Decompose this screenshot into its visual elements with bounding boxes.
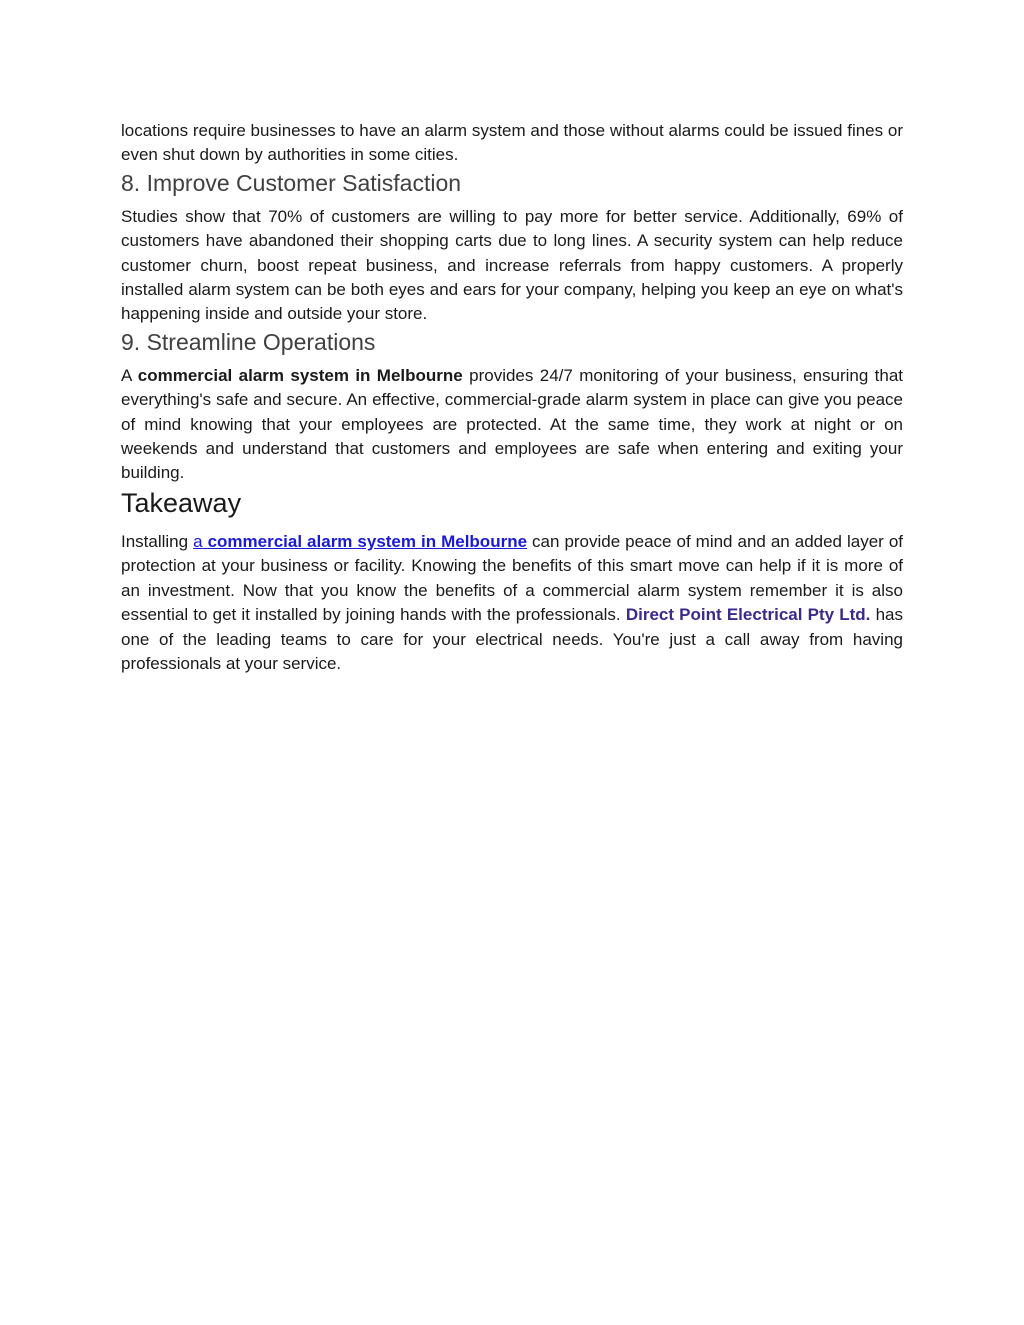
commercial-alarm-link[interactable] (193, 532, 527, 551)
section-8-heading: 8. Improve Customer Satisfaction (121, 169, 462, 196)
section-9-bold-phrase: commercial alarm system in Melbourne (137, 365, 463, 385)
intro-paragraph: locations require businesses to have an alarm system and those without alarms could be issued fines or even shut down by authorities in some cities. (121, 121, 903, 165)
section-8-paragraph: Studies show that 70% of customers are willing to pay more for better service. Additionally, 69% of customers have abandoned their shopping carts due to long lines. A security system can help reduce customer churn, boost repeat business, and increase referrals from happy customers. A properly installed alarm system can be both eyes and ears for your company, helping you keep an eye on what's happening inside and outside your store. (121, 206, 903, 324)
takeaway-lead: Installing (121, 531, 189, 551)
link-prefix: a (193, 531, 203, 551)
document-page (121, 119, 903, 676)
section-9-rest: provides 24/7 monitoring of your business, ensuring that everything's safe and secure. An effective, commercial-grade alarm system in place can give you peace of mind knowing that your employees are protected. At the same time, they work at night or on weekends and understand that customers and employees are safe when entering and exiting your building. (121, 365, 904, 483)
section-9-heading: 9. Streamline Operations (121, 328, 376, 355)
section-9-paragraph (121, 364, 903, 486)
takeaway-paragraph (121, 530, 903, 676)
brand-name: Direct Point Electrical Pty Ltd. (625, 605, 871, 625)
takeaway-after-link: can provide peace of mind and an added layer of protection at your business or facility. Knowing the benefits of this smart move can help if it is more of an investment. Now that you know the benefits of a commercial alarm system remember it is also essential to get it installed by joining hands with the professionals. (121, 531, 904, 625)
takeaway-closing: has one of the leading teams to care for your electrical needs. You're just a call away from having professionals at your service. (121, 605, 903, 673)
link-bold-text: commercial alarm system in Melbourne (207, 531, 528, 551)
takeaway-heading: Takeaway (121, 487, 242, 518)
section-9-lead: A (121, 365, 132, 385)
